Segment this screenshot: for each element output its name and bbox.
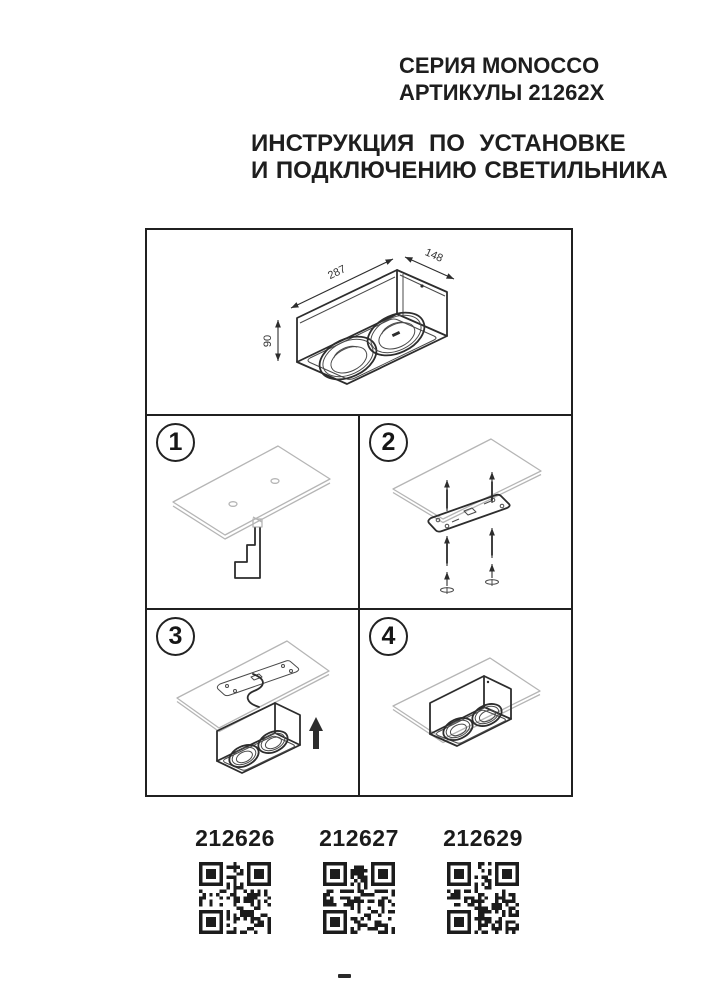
instruction-title bbox=[251, 130, 668, 184]
dimension-width bbox=[405, 246, 454, 279]
step-panel-2 bbox=[360, 416, 571, 608]
arrow-up-icon bbox=[309, 717, 323, 749]
articles-title: АРТИКУЛЫ 21262X bbox=[399, 80, 605, 105]
dimension-label-length: 287 bbox=[326, 263, 348, 283]
ceiling-plate bbox=[173, 446, 330, 539]
qr-code bbox=[199, 862, 271, 934]
articles-section bbox=[145, 826, 573, 934]
mounting-bracket bbox=[217, 661, 298, 696]
step-number: 3 bbox=[168, 622, 183, 650]
connecting-wire bbox=[248, 674, 263, 707]
series-header bbox=[399, 52, 605, 106]
article-column bbox=[317, 826, 401, 934]
main-diagram-panel bbox=[147, 230, 571, 416]
step-number-badge bbox=[369, 617, 408, 656]
step-number: 2 bbox=[381, 428, 396, 456]
step-number-badge bbox=[369, 423, 408, 462]
article-column bbox=[193, 826, 277, 934]
mounting-bracket bbox=[428, 495, 509, 532]
fixture-dimension-drawing bbox=[147, 230, 571, 412]
ceiling-plate bbox=[177, 641, 329, 732]
article-code: 212629 bbox=[443, 825, 523, 851]
step-number: 4 bbox=[381, 622, 396, 650]
dimension-height bbox=[262, 320, 278, 361]
qr-code bbox=[447, 862, 519, 934]
fixture-box bbox=[217, 703, 300, 773]
figure-frame bbox=[145, 228, 573, 797]
series-title: СЕРИЯ MONOCCO bbox=[399, 53, 600, 78]
step-panel-4 bbox=[360, 610, 571, 795]
lamp-left bbox=[313, 328, 383, 388]
fixture-box bbox=[430, 676, 511, 746]
lamp-right bbox=[361, 304, 431, 364]
step-number: 1 bbox=[168, 428, 183, 456]
qr-code bbox=[323, 862, 395, 934]
step-panel-3 bbox=[147, 610, 360, 795]
ceiling-plate bbox=[393, 658, 540, 743]
screw-left bbox=[441, 536, 454, 594]
dimension-label-width: 148 bbox=[423, 246, 445, 265]
dimension-length bbox=[291, 259, 393, 308]
step-number-badge bbox=[156, 423, 195, 462]
article-code: 212626 bbox=[195, 825, 275, 851]
step-number-badge bbox=[156, 617, 195, 656]
article-code: 212627 bbox=[319, 825, 399, 851]
dimension-label-height: 90 bbox=[262, 334, 274, 348]
instruction-title-line2: И ПОДКЛЮЧЕНИЮ СВЕТИЛЬНИКА bbox=[251, 157, 668, 184]
article-column bbox=[441, 826, 525, 934]
instruction-title-line1: ИНСТРУКЦИЯ ПО УСТАНОВКЕ bbox=[251, 130, 626, 157]
step-panel-1 bbox=[147, 416, 360, 608]
fixture-box bbox=[297, 270, 447, 388]
page-marker bbox=[338, 974, 351, 978]
screw-right bbox=[486, 528, 499, 586]
